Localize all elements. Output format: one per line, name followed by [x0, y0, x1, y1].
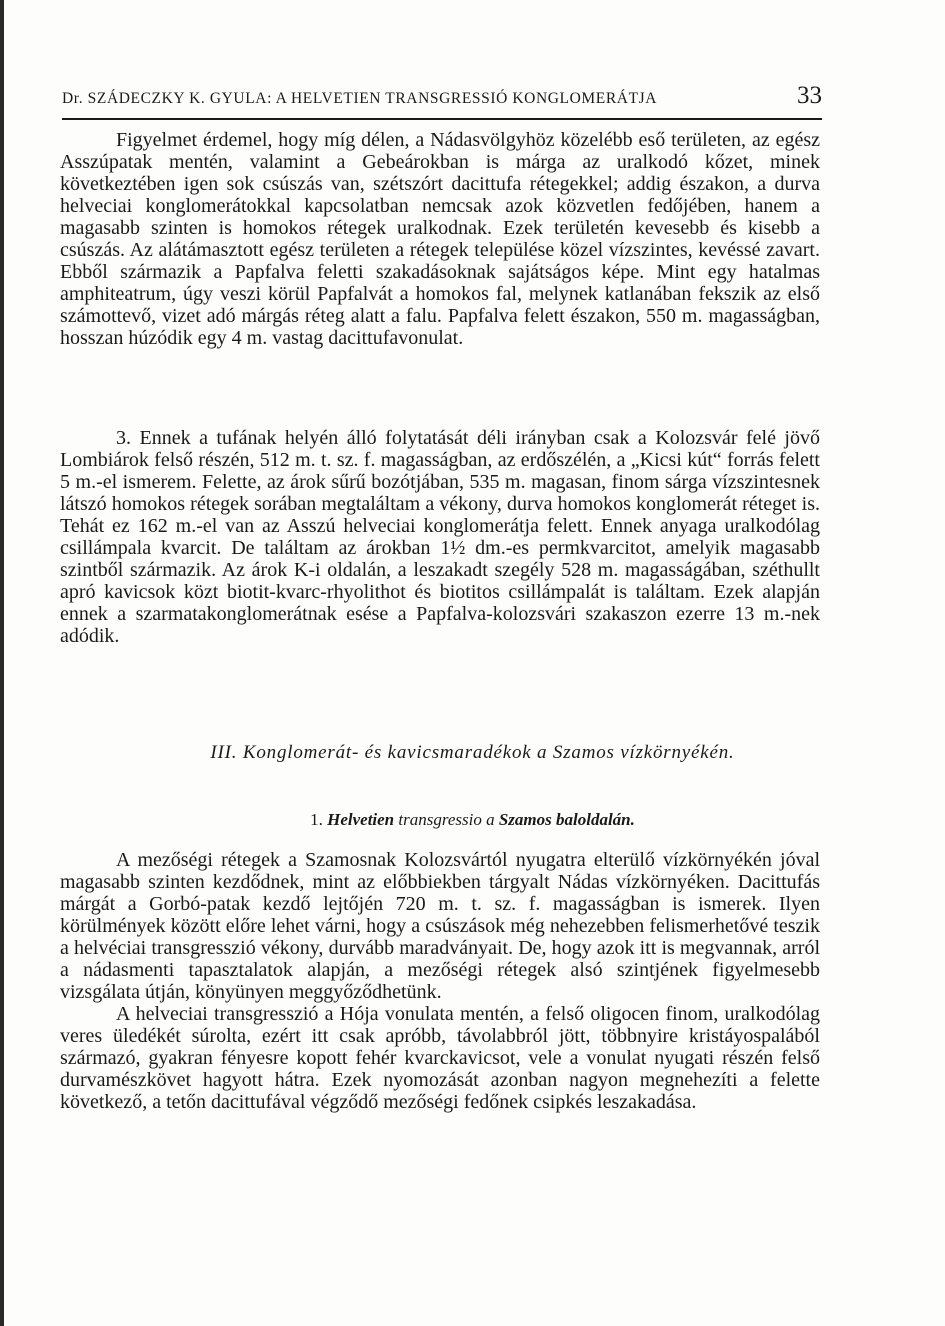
sub-heading-part3: Szamos baloldalán.	[498, 810, 635, 829]
paragraph-block	[60, 129, 820, 349]
scan-edge	[0, 0, 4, 1326]
running-title: Dr. SZÁDECZKY K. GYULA: A HELVETIEN TRANSGRESSIÓ KONGLOMERÁTJA	[62, 90, 658, 107]
header-rule	[62, 118, 822, 120]
section-title: Konglomerát- és kavicsmaradékok a Szamos vízkörnyékén.	[242, 742, 735, 763]
sub-heading	[0, 810, 945, 830]
page-header	[62, 80, 822, 124]
page-number: 33	[797, 82, 822, 109]
paragraph: A mezőségi rétegek a Szamosnak Kolozsvártól nyugatra elterülő vízkörnyékén jóval magasabb szinten kezdődnek, mint az előbbiekben tárgyalt Nádas vízkörnyéken. Dacittufás márgát a Gorbó-patak kezdő lejtőjén 720 m. t. sz. f. magasságban is ismerek. Ilyen körülmények között előre lehet várni, hogy a csúszások még nehezebben felismerhetővé teszik a helvéciai transgresszió vékony, durvább maradványait. De, hogy azok itt is megvannak, arról a nádasmenti tapasztalatok alapján, a mezőségi rétegek alsó szintjének figyelmesebb vizsgálata útján, könyünyen meggyőződhetünk.	[60, 849, 820, 1003]
paragraph: A helveciai transgresszió a Hója vonulata mentén, a felső oligocen finom, uralkodólag veres üledékét súrolta, ezért itt csak apróbb, távolabbról jött, többnyire kristáyospalából származó, gyakran fényesre kopott fehér kvarckavicsot, vele a vonulat nyugati részén felső durvamészkövet hagyott hátra. Ezek nyomozását azonban nagyon megnehezíti a felette következő, a tetőn dacittufával végződő mezőségi fedőnek csipkés leszakadása.	[60, 1003, 820, 1113]
paragraph-block	[60, 427, 820, 647]
sub-heading-number: 1.	[310, 810, 323, 829]
section-numeral: III.	[210, 742, 238, 763]
section-heading	[0, 742, 945, 764]
sub-heading-part2: transgressio a	[398, 810, 495, 829]
paragraph-block	[60, 849, 820, 1113]
sub-heading-part1: Helvetien	[327, 810, 395, 829]
paragraph: 3. Ennek a tufának helyén álló folytatását déli irányban csak a Kolozsvár felé jövő Lombiárok felső részén, 512 m. t. sz. f. magasságban, az erdőszélén, a „Kicsi kút“ forrás felett 5 m.-el ismerem. Felette, az árok sűrű bozótjában, 535 m. magasan, finom sárga vízszintesnek látszó homokos rétegek sorában megtaláltam a vékony, durva homokos konglomerát réteget is. Tehát ez 162 m.-el van az Asszú helveciai konglomerátja felett. Ennek anyaga uralkodólag csillámpala kvarcit. De találtam az árokban 1½ dm.-es permkvarcitot, amelyik magasabb szintből származik. Az árok K-i oldalán, a leszakadt szegély 528 m. magasságában, széthullt apró kavicsok közt biotit-kvarc-rhyolithot és biotitos csillámpalát is találtam. Ezek alapján ennek a szarmatakonglomerátnak esése a Papfalva-kolozsvári szakaszon ezerre 13 m.-nek adódik.	[60, 427, 820, 647]
paragraph: Figyelmet érdemel, hogy míg délen, a Nádasvölgyhöz közelébb eső területen, az egész Asszúpatak mentén, valamint a Gebeárokban is márga az uralkodó kőzet, minek következtében igen sok csúszás van, szétszórt dacittufa rétegekkel; addig északon, a durva helveciai konglomerátokkal kapcsolatban nemcsak azok közvetlen fedőjében, hanem a magasabb szinten is homokos rétegek uralkodnak. Ezek területén kevesebb és kisebb a csúszás. Az alátámasztott egész területen a rétegek települése közel vízszintes, kevéssé zavart. Ebből származik a Papfalva feletti szakadásoknak sajátságos képe. Mint egy hatalmas amphiteatrum, úgy veszi körül Papfalvát a homokos fal, melynek katlanában fekszik az első számottevő, vizet adó márgás réteg alatt a falu. Papfalva felett északon, 550 m. magasságban, hosszan húzódik egy 4 m. vastag dacittufavonulat.	[60, 129, 820, 349]
